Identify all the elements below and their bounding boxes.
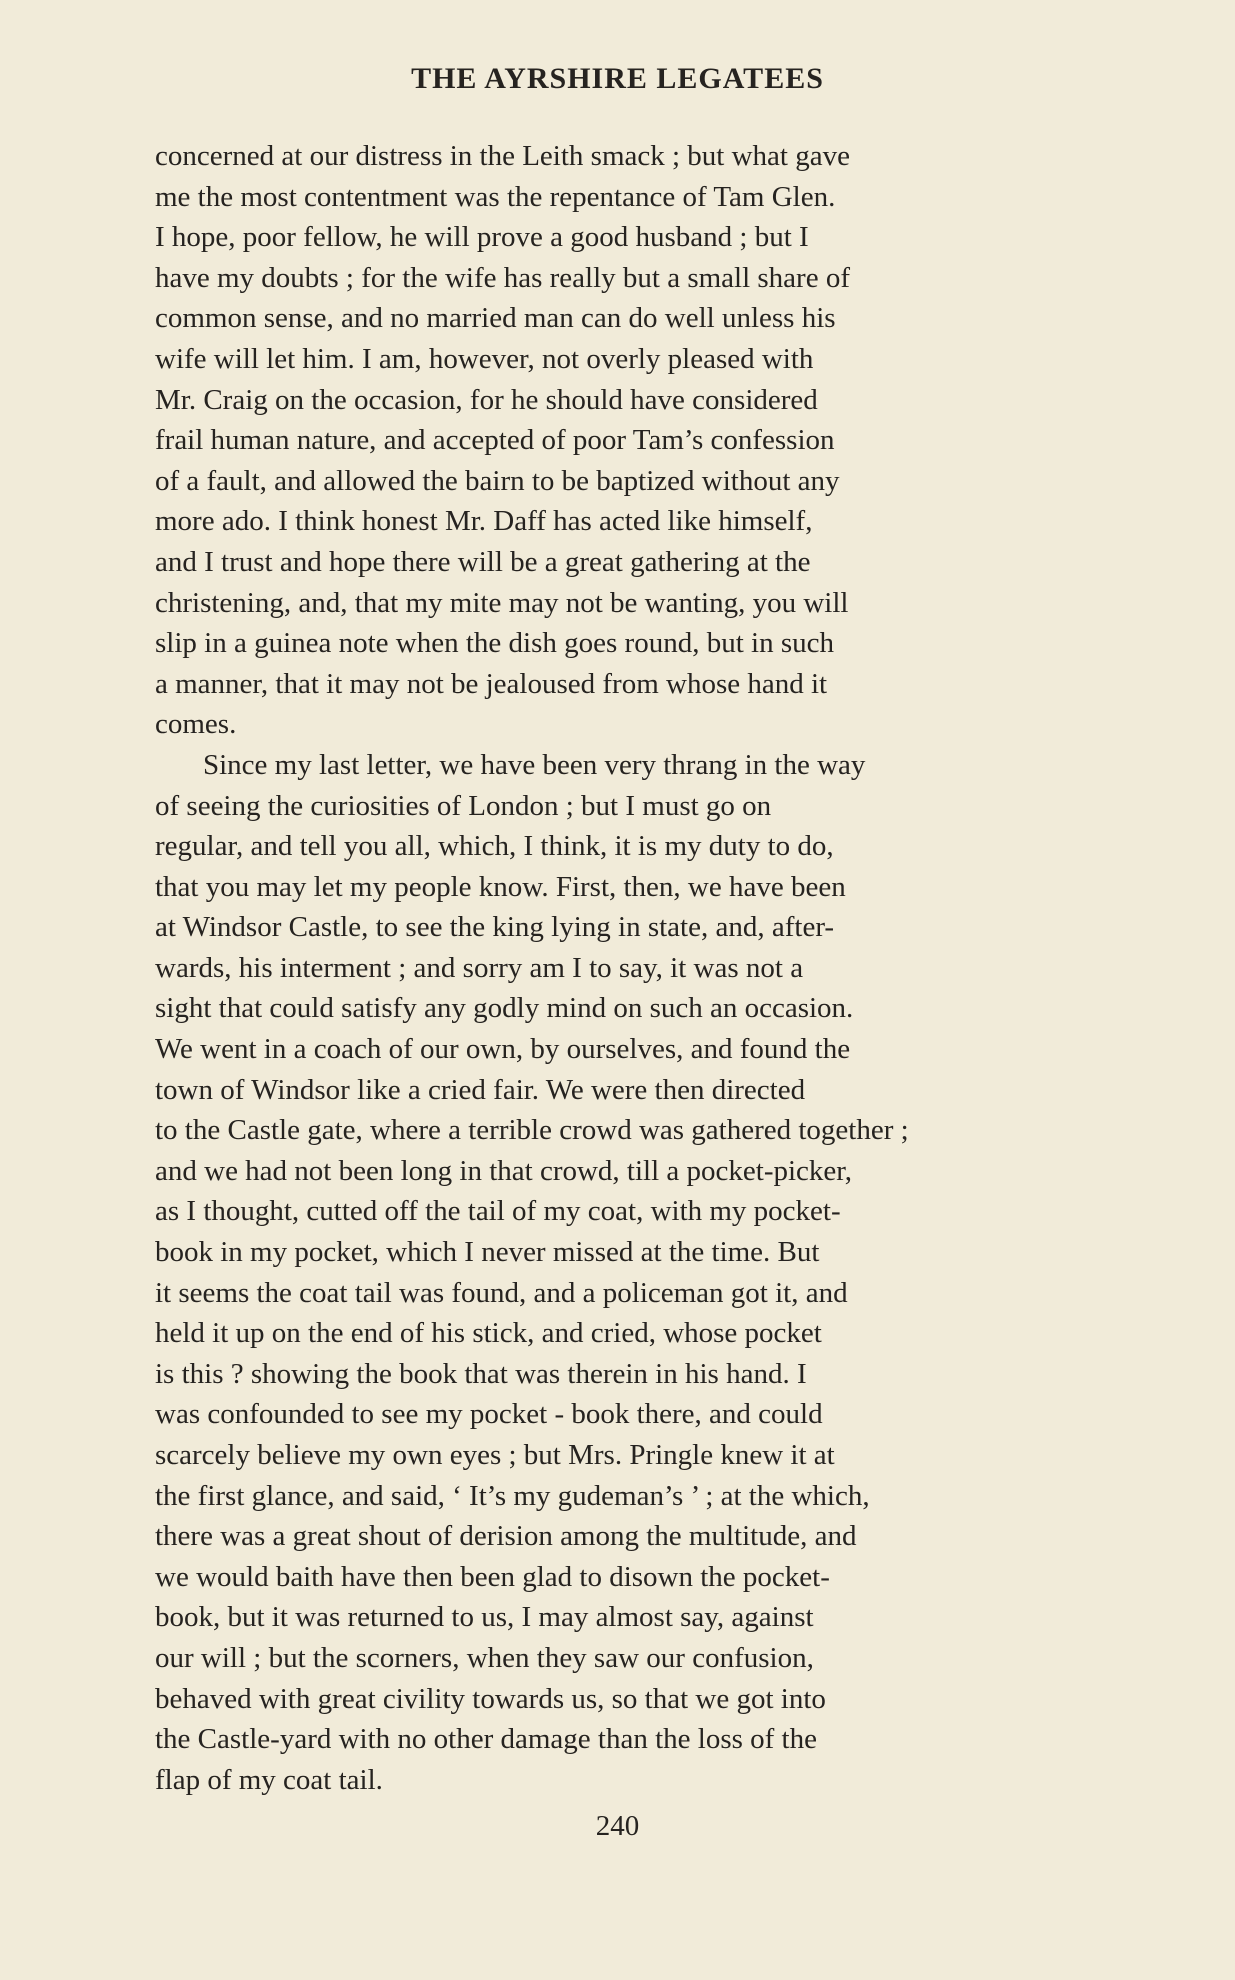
- text-line: our will ; but the scorners, when they saw our confusion,: [155, 1641, 814, 1674]
- text-line: of seeing the curiosities of London ; but I must go on: [155, 789, 772, 822]
- text-line: concerned at our distress in the Leith smack ; but what gave: [155, 140, 850, 172]
- text-line: Since my last letter, we have been very thrang in the way: [203, 748, 866, 781]
- text-line: slip in a guinea note when the dish goes round, but in such: [155, 627, 834, 660]
- text-line: as I thought, cutted off the tail of my coat, with my pocket-: [155, 1195, 841, 1228]
- text-line: common sense, and no married man can do well unless his: [155, 302, 836, 335]
- text-line: frail human nature, and accepted of poor Tam’s confession: [155, 424, 835, 457]
- text-line: of a fault, and allowed the bairn to be baptized without any: [155, 464, 840, 497]
- body-text: [155, 136, 1172, 1800]
- text-line: We went in a coach of our own, by ourselves, and found the: [155, 1033, 851, 1066]
- text-line: it seems the coat tail was found, and a policeman got it, and: [155, 1276, 848, 1309]
- text-line: I hope, poor fellow, he will prove a good husband ; but I: [155, 221, 809, 254]
- text-line: regular, and tell you all, which, I think, it is my duty to do,: [155, 830, 834, 863]
- text-line: wife will let him. I am, however, not overly pleased with: [155, 342, 814, 375]
- text-line: have my doubts ; for the wife has really but a small share of: [155, 261, 850, 294]
- text-line: the first glance, and said, ‘ It’s my gudeman’s ’ ; at the which,: [155, 1479, 870, 1512]
- text-line: scarcely believe my own eyes ; but Mrs. Pringle knew it at: [155, 1439, 835, 1471]
- page-number: 240: [595, 1810, 640, 1842]
- text-line: we would baith have then been glad to disown the pocket-: [155, 1560, 830, 1593]
- text-line: me the most contentment was the repentance of Tam Glen.: [155, 180, 836, 213]
- text-line: the Castle-yard with no other damage than the loss of the: [155, 1723, 817, 1756]
- text-line: held it up on the end of his stick, and cried, whose pocket: [155, 1317, 822, 1350]
- text-line: comes.: [155, 708, 237, 741]
- text-line: and I trust and hope there will be a great gathering at the: [155, 545, 811, 578]
- text-line: is this ? showing the book that was therein in his hand. I: [155, 1357, 807, 1390]
- paragraph-1: [155, 136, 1172, 745]
- text-line: was confounded to see my pocket - book there, and could: [155, 1398, 823, 1431]
- text-line: wards, his interment ; and sorry am I to say, it was not a: [155, 951, 804, 984]
- running-head: THE AYRSHIRE LEGATEES: [411, 62, 824, 95]
- text-line: book in my pocket, which I never missed at the time. But: [155, 1236, 820, 1269]
- text-line: Mr. Craig on the occasion, for he should have considered: [155, 383, 818, 416]
- text-line: book, but it was returned to us, I may almost say, against: [155, 1601, 814, 1634]
- text-line: a manner, that it may not be jealoused from whose hand it: [155, 667, 828, 700]
- text-line: and we had not been long in that crowd, till a pocket-picker,: [155, 1154, 853, 1187]
- text-line: more ado. I think honest Mr. Daff has acted like himself,: [155, 505, 813, 538]
- text-line: there was a great shout of derision among the multitude, and: [155, 1520, 857, 1553]
- text-line: christening, and, that my mite may not be wanting, you will: [155, 586, 849, 619]
- text-line: flap of my coat tail.: [155, 1763, 383, 1796]
- text-line: to the Castle gate, where a terrible crowd was gathered together ;: [155, 1114, 909, 1147]
- text-line: at Windsor Castle, to see the king lying in state, and, after-: [155, 911, 835, 944]
- text-line: town of Windsor like a cried fair. We were then directed: [155, 1073, 806, 1106]
- paragraph-2: [155, 745, 1172, 1800]
- text-line: behaved with great civility towards us, so that we got into: [155, 1682, 826, 1715]
- text-line: sight that could satisfy any godly mind on such an occasion.: [155, 992, 854, 1025]
- text-line: that you may let my people know. First, then, we have been: [155, 870, 846, 903]
